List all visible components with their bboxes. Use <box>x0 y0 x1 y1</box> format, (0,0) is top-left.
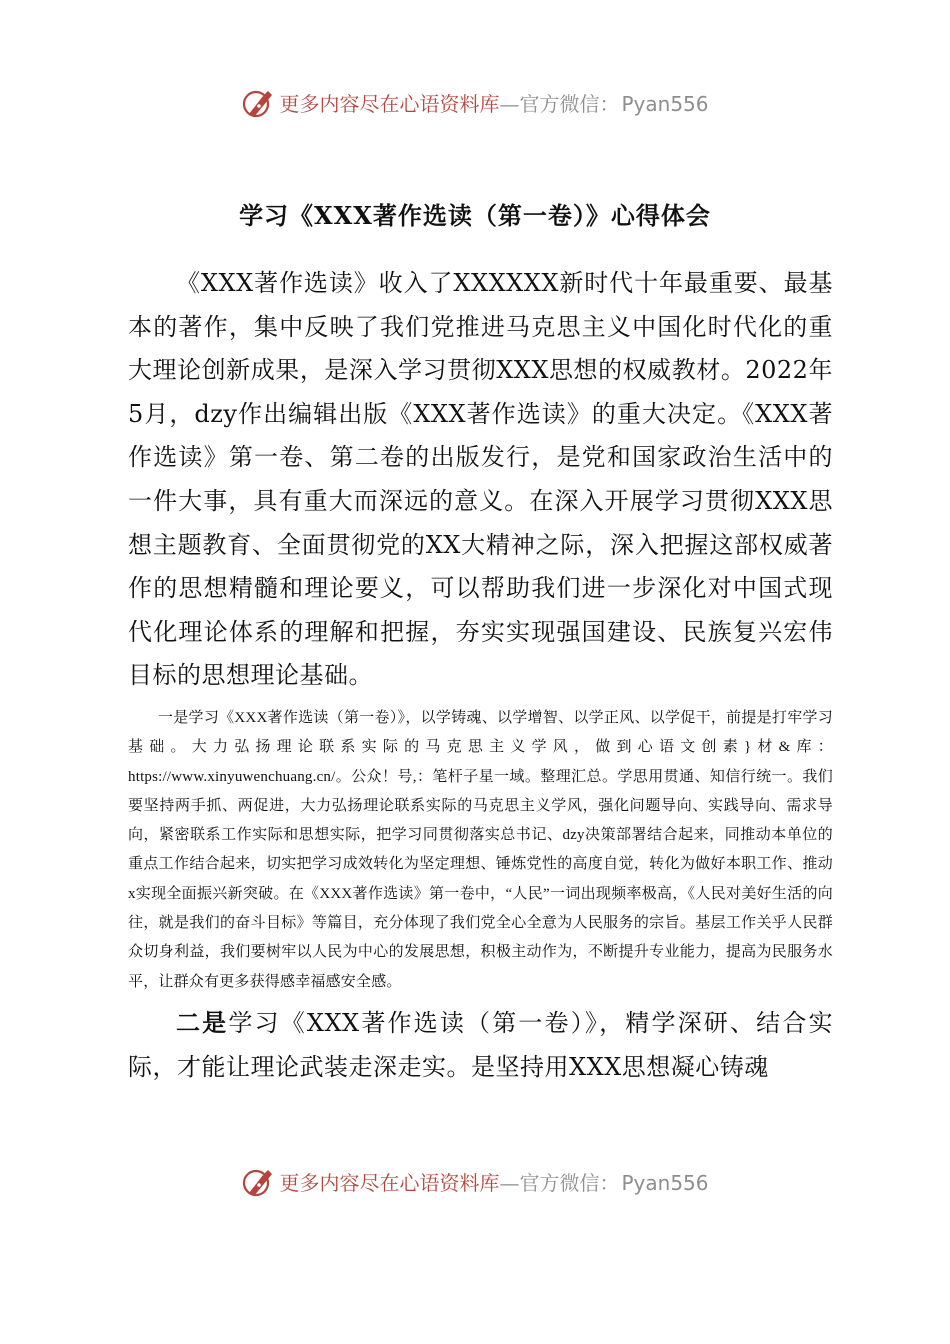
footer-contact-label: 官方微信： <box>519 1171 620 1195</box>
footer-banner-text <box>279 1173 708 1193</box>
section-two-text: 学习《XXX著作选读（第一卷）》，精学深研、结合实际，才能让理论武装走深走实。是坚持用XXX思想凝心铸魂 <box>128 1008 833 1081</box>
pen-nib-logo-icon <box>241 87 275 121</box>
footer-banner <box>0 1163 950 1203</box>
section-two-lead: 二是 <box>176 1007 229 1037</box>
document-title: 学习《XXX著作选读（第一卷）》心得体会 <box>239 201 711 230</box>
intro-paragraph: 《XXX著作选读》收入了XXXXXX新时代十年最重要、最基本的著作，集中反映了我们党推进马克思主义中国化时代化的重大理论创新成果，是深入学习贯彻XXX思想的权威教材。2022年5月，dzy作出编辑出版《XXX著作选读》的重大决定。《XXX著作选读》第一卷、第二卷的出版发行，是党和国家政治生活中的一件大事，具有重大而深远的意义。在深入开展学习贯彻XXX思想主题教育、全面贯彻党的XX大精神之际，深入把握这部权威著作的思想精髓和理论要义，可以帮助我们进一步深化对中国式现代化理论体系的理解和把握，夯实实现强国建设、民族复兴宏伟目标的思想理论基础。 <box>128 269 833 690</box>
section-two-paragraph <box>128 1001 833 1089</box>
pen-nib-logo-icon <box>241 1166 275 1200</box>
document-body <box>128 262 833 1089</box>
header-contact-id: Pyan556 <box>621 92 709 116</box>
footer-brand-text: 更多内容尽在心语资料库 <box>279 1171 500 1195</box>
header-brand-text: 更多内容尽在心语资料库 <box>279 92 500 116</box>
footer-contact-id: Pyan556 <box>621 1171 709 1195</box>
header-contact-label: 官方微信： <box>519 92 620 116</box>
footer-dash: — <box>499 1171 520 1195</box>
section-one-paragraph: 一是学习《XXX著作选读（第一卷）》，以学铸魂、以学增智、以学正风、以学促干，前提是打牢学习基础。大力弘扬理论联系实际的马克思主义学风，做到心语文创素}材&库：https://www.xinyuwenchuang.cn/。公众！号,：笔杆子星一域。整理汇总。学思用贯通、知信行统一。我们要坚持两手抓、两促进，大力弘扬理论联系实际的马克思主义学风，强化问题导向、实践导向、需求导向，紧密联系工作实际和思想实际，把学习同贯彻落实总书记、dzy决策部署结合起来，同推动本单位的重点工作结合起来，切实把学习成效转化为坚定理想、锤炼党性的高度自觉，转化为做好本职工作、推动x实现全面振兴新突破。在《XXX著作选读》第一卷中，“人民”一词出现频率极高，《人民对美好生活的向往，就是我们的奋斗目标》等篇目，充分体现了我们党全心全意为人民服务的宗旨。基层工作关乎人民群众切身利益，我们要树牢以人民为中心的发展思想，积极主动作为，不断提升专业能力，提高为民服务水平，让群众有更多获得感幸福感安全感。 <box>128 709 833 990</box>
header-banner-text <box>279 94 708 114</box>
header-dash: — <box>499 92 520 116</box>
header-banner <box>0 84 950 124</box>
